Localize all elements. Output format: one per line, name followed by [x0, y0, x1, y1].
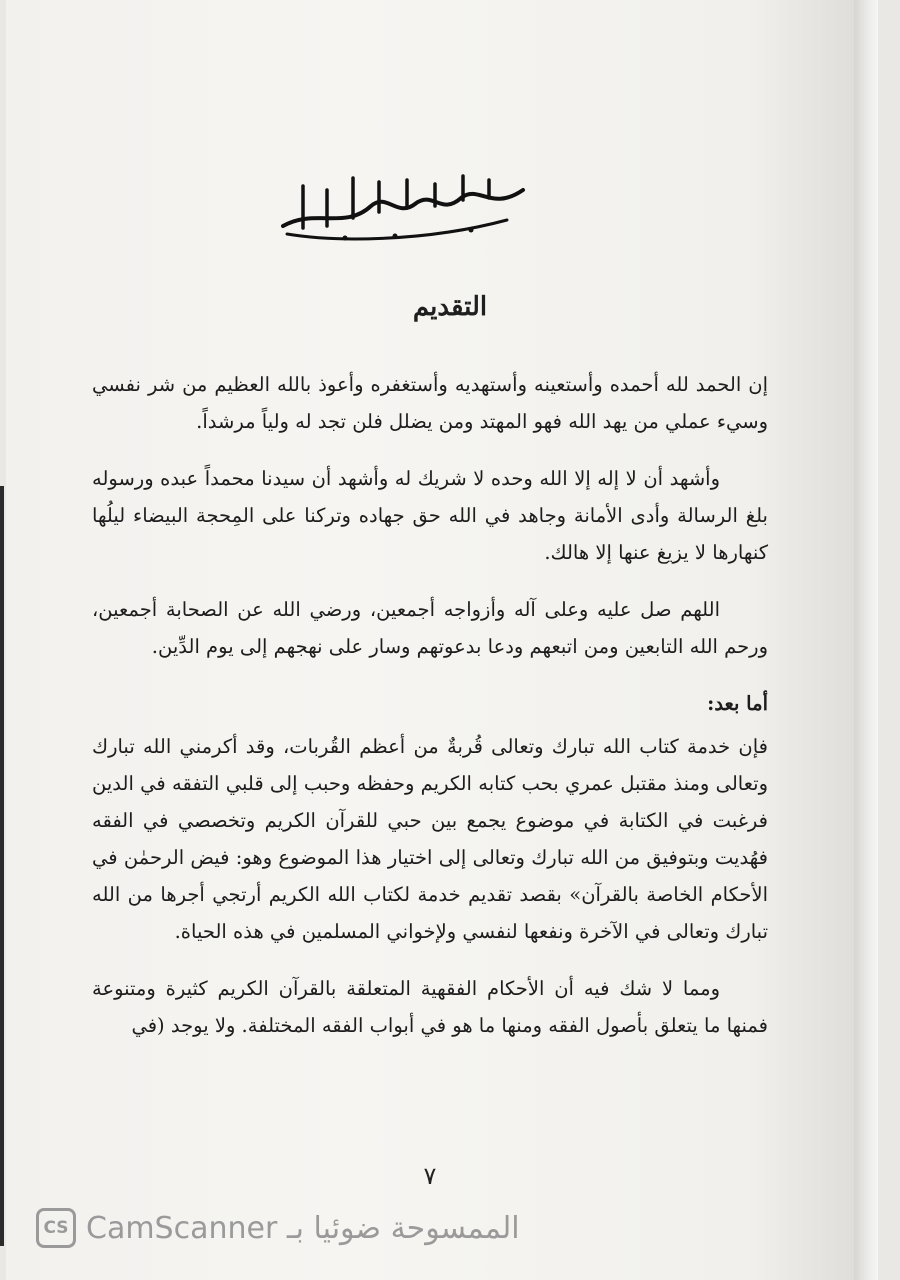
paragraph: فإن خدمة كتاب الله تبارك وتعالى قُربةٌ من أعظم القُربات، وقد أكرمني الله تبارك وتعالى ومنذ مقتبل عمري بحب كتابه الكريم وحفظه وحبب إلى قلبي التفقه في الدين فرغبت في الكتابة في موضوع يجمع بين حبي للقرآن الكريم وتخصصي في الفقه فهُديت وبتوفيق من الله تبارك وتعالى إلى اختيار هذا الموضوع وهو: فيض الرحمٰن في الأحكام الخاصة بالقرآن» بقصد تقديم خدمة لكتاب الله الكريم أرتجي أجرها من الله تبارك وتعالى في الآخرة ونفعها لنفسي ولإخواني المسلمين في هذه الحياة.: [92, 735, 768, 943]
basmala-calligraphy: [275, 168, 535, 246]
camscanner-logo-icon: CS: [36, 1208, 76, 1248]
section-heading: التقديم: [412, 292, 488, 322]
paragraph: ومما لا شك فيه أن الأحكام الفقهية المتعلقة بالقرآن الكريم كثيرة ومتنوعة فمنها ما يتعلق بأصول الفقه ومنها ما هو في أبواب الفقه المختلفة. ولا يوجد (في: [92, 977, 768, 1037]
subheading: أما بعد:: [707, 692, 768, 715]
page-number: ٧: [423, 1162, 437, 1190]
paragraph: اللهم صل عليه وعلى آله وأزواجه أجمعين، ورضي الله عن الصحابة أجمعين، ورحم الله التابعين ومن اتبعهم ودعا بدعوتهم وسار على نهجهم إلى يوم الدِّين.: [92, 598, 768, 658]
page-fold-shadow: [0, 486, 4, 1246]
paragraph: إن الحمد لله أحمده وأستعينه وأستهديه وأستغفره وأعوذ بالله العظيم من شر نفسي وسيء عملي من يهد الله فهو المهتد ومن يضلل فلن تجد له ولياً مرشداً.: [92, 373, 768, 433]
paragraph: وأشهد أن لا إله إلا الله وحده لا شريك له وأشهد أن سيدنا محمداً عبده ورسوله بلغ الرسالة وأدى الأمانة وجاهد في الله حق جهاده وتركنا على المِحجة البيضاء ليلُها كنهارها لا يزيغ عنها إلا هالك.: [92, 467, 768, 564]
page-edge-shadow: [854, 0, 878, 1280]
watermark-text: CamScanner الممسوحة ضوئيا بـ: [86, 1210, 520, 1246]
scanner-watermark: [36, 1206, 520, 1250]
body-text: [92, 366, 768, 1064]
